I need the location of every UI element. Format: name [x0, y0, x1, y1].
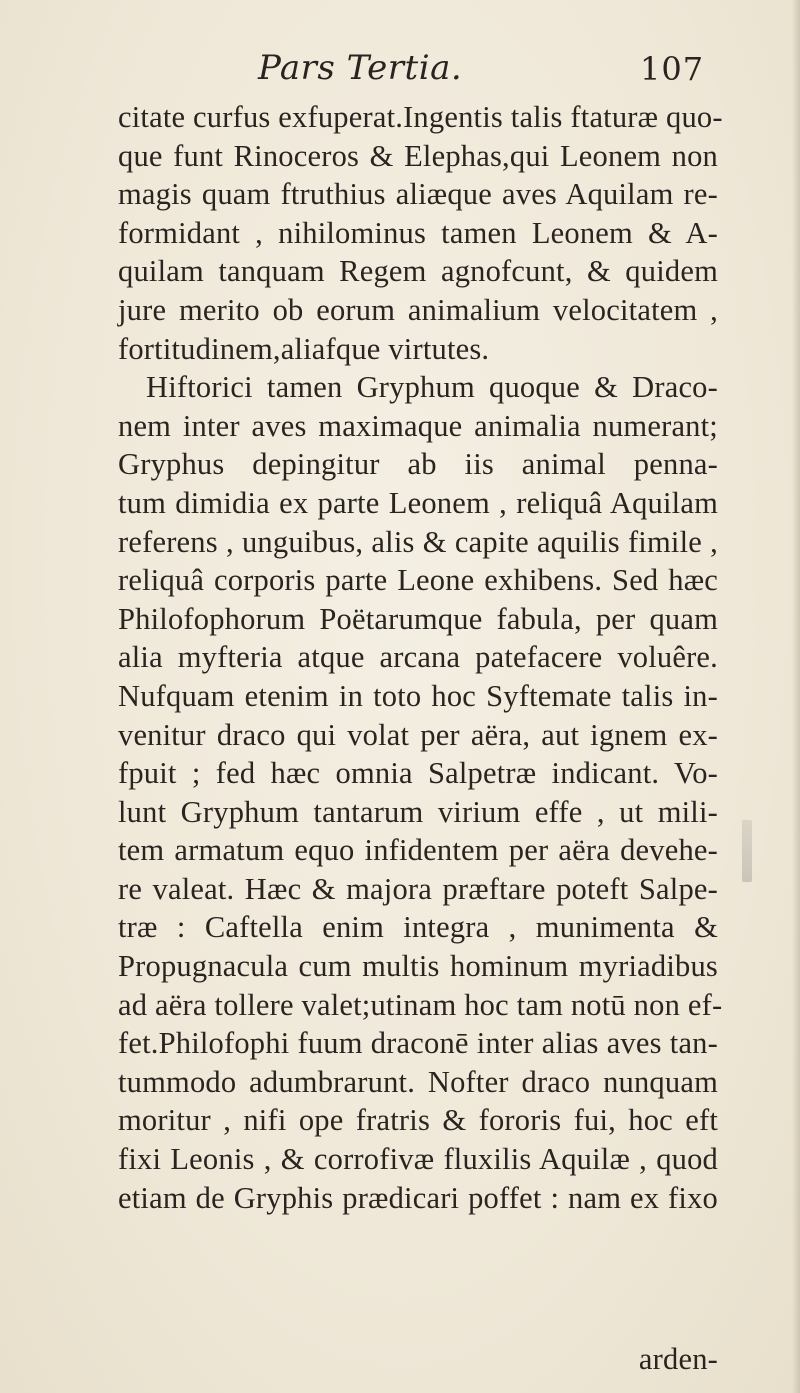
text-line: fpuit ; fed hæc omnia Salpetræ indicant. Vo-	[118, 756, 718, 791]
text-line: quilam tanquam Regem agnofcunt, & quidem	[118, 254, 718, 289]
margin-smudge	[742, 820, 752, 882]
text-line: reliquâ corporis parte Leone exhibens. Sed hæc	[118, 563, 718, 598]
text-line: moritur , nifi ope fratris & fororis fui, hoc eft	[118, 1103, 718, 1138]
text-line: que funt Rinoceros & Elephas,qui Leonem non	[118, 138, 718, 173]
text-line: Philofophorum Poëtarumque fabula, per quam	[118, 601, 718, 636]
text-line: tem armatum equo infidentem per aëra devehe-	[118, 833, 718, 868]
text-line: jure merito ob eorum animalium velocitatem ,	[118, 292, 718, 327]
text-line: citate curfus exfuperat.Ingentis talis ftaturæ quo-	[118, 100, 723, 134]
text-line: re valeat. Hæc & majora præftare poteft Salpe-	[118, 871, 718, 906]
text-line: venitur draco qui volat per aëra, aut ignem ex-	[118, 717, 718, 752]
text-line: nem inter aves maximaque animalia numerant;	[118, 408, 718, 443]
text-line: Propugnacula cum multis hominum myriadibus	[118, 949, 718, 984]
page-edge-shadow	[792, 0, 800, 1393]
text-line: ad aëra tollere valet;utinam hoc tam notū non ef-	[118, 987, 723, 1022]
text-line: referens , unguibus, alis & capite aquilis fimile ,	[118, 524, 718, 559]
page-number: 107	[640, 50, 705, 88]
text-line: tummodo adumbrarunt. Nofter draco nunquam	[118, 1064, 718, 1099]
body-text	[118, 98, 723, 1217]
text-line: magis quam ftruthius aliæque aves Aquilam re-	[118, 177, 718, 212]
text-line: fixi Leonis , & corrofivæ fluxilis Aquilæ , quod	[118, 1142, 718, 1177]
text-line: alia myfteria atque arcana patefacere voluêre.	[118, 640, 718, 675]
running-title: Pars Tertia.	[258, 48, 463, 88]
text-line: fet.Philofophi fuum draconē inter alias aves tan-	[118, 1026, 718, 1061]
text-line: Hiftorici tamen Gryphum quoque & Draco-	[146, 370, 718, 405]
text-line: tum dimidia ex parte Leonem , reliquâ Aquilam	[118, 485, 718, 520]
text-line: Gryphus depingitur ab iis animal penna-	[118, 447, 718, 482]
text-line: Nufquam etenim in toto hoc Syftemate talis in-	[118, 678, 718, 713]
text-line: formidant , nihilominus tamen Leonem & A-	[118, 215, 718, 250]
text-line: træ : Caftella enim integra , munimenta &	[118, 910, 718, 945]
catchword: arden-	[638, 1342, 718, 1376]
text-line: fortitudinem,aliafque virtutes.	[118, 331, 490, 366]
text-line: lunt Gryphum tantarum virium effe , ut mili-	[118, 794, 718, 829]
text-line: etiam de Gryphis prædicari poffet : nam ex fixo	[118, 1180, 718, 1215]
